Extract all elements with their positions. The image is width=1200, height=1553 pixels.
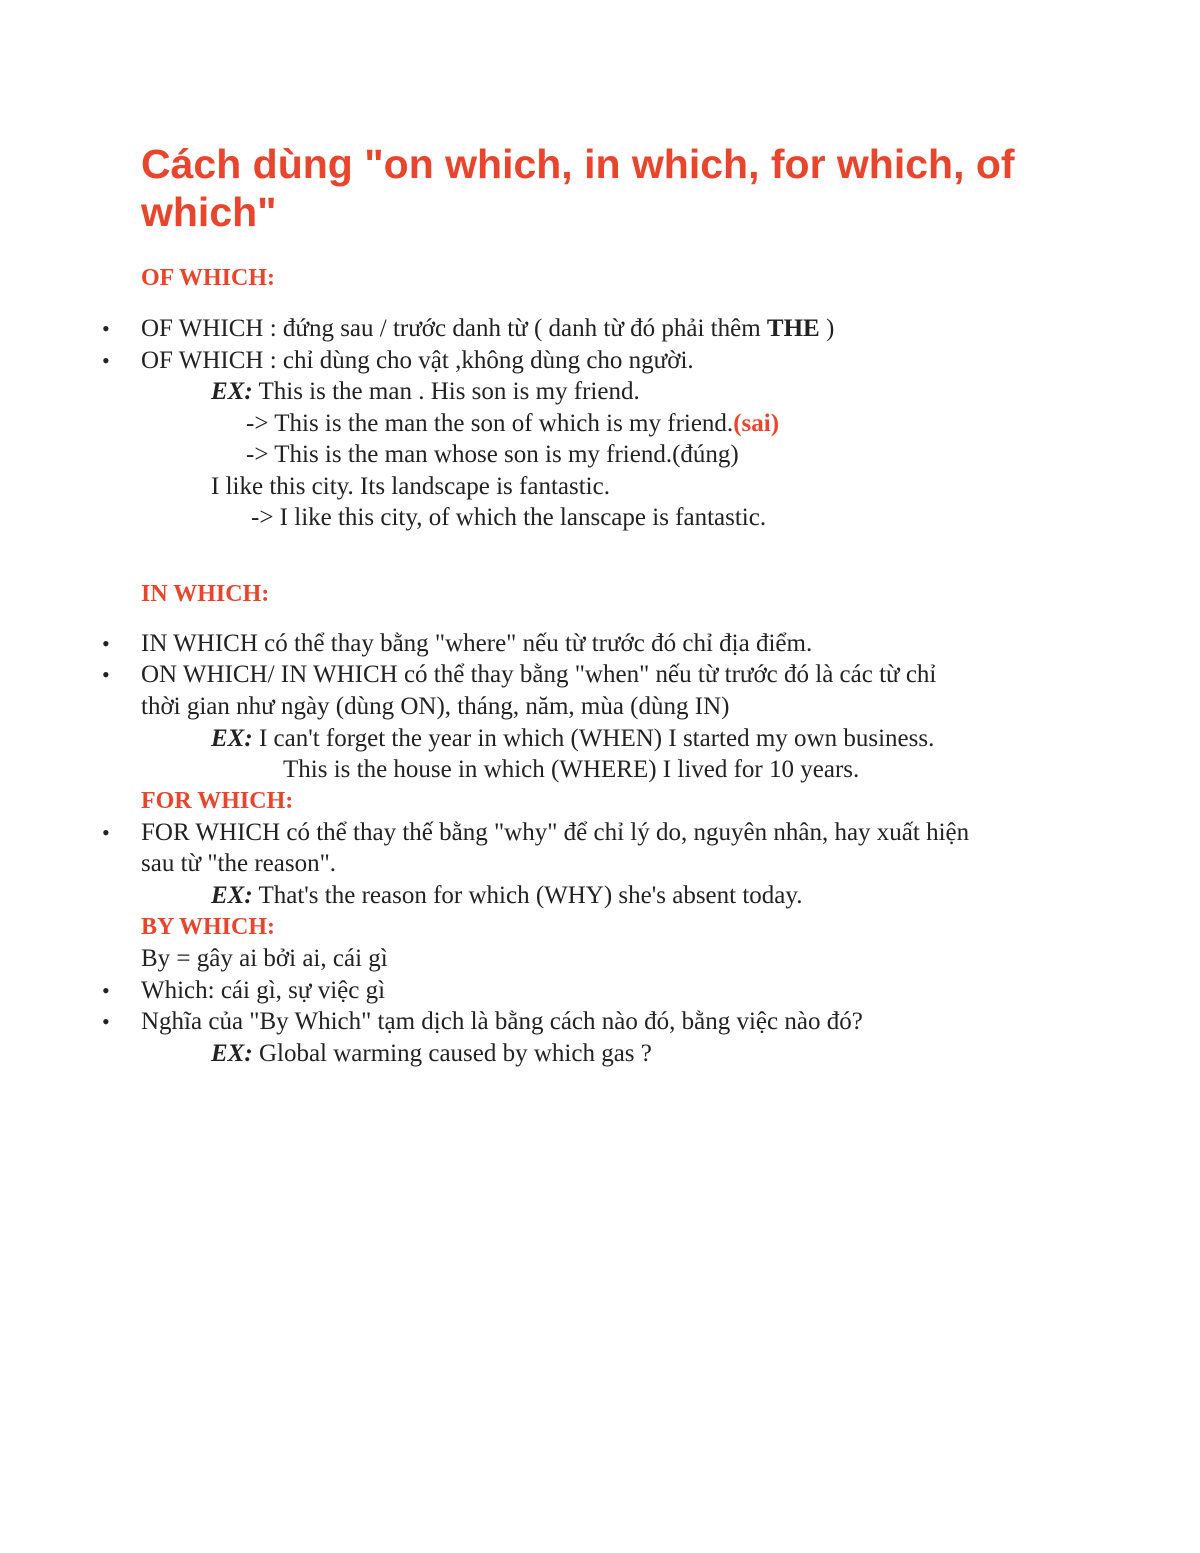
section-heading-in-which: IN WHICH:	[141, 581, 270, 607]
section-heading-by-which: BY WHICH:	[141, 914, 276, 940]
example-line: EX: I can't forget the year in which (WHEN) I started my own business.	[211, 725, 935, 752]
bullet-dot: •	[102, 820, 110, 845]
list-item-continuation: sau từ "the reason".	[141, 850, 337, 877]
bullet-dot: •	[102, 348, 110, 373]
list-item: Nghĩa của "By Which" tạm dịch là bằng cách nào đó, bằng việc nào đó?	[141, 1008, 863, 1035]
list-item-continuation: thời gian như ngày (dùng ON), tháng, năm, mùa (dùng IN)	[141, 693, 730, 720]
example-label: EX:	[211, 378, 253, 405]
section-heading-of-which: OF WHICH:	[141, 265, 276, 291]
bullet-dot: •	[102, 316, 110, 341]
example-line: EX: This is the man . His son is my friend.	[211, 378, 640, 405]
list-item: OF WHICH : đứng sau / trước danh từ ( danh từ đó phải thêm THE )	[141, 315, 835, 342]
text-line: By = gây ai bởi ai, cái gì	[141, 945, 388, 972]
example-label: EX:	[211, 1040, 253, 1067]
bold-keyword: THE	[766, 315, 820, 342]
example-line: -> This is the man the son of which is my friend.(sai)	[246, 410, 780, 437]
example-line: EX: Global warming caused by which gas ?	[211, 1040, 652, 1067]
bullet-dot: •	[102, 662, 110, 687]
list-item: FOR WHICH có thể thay thế bằng "why" để chỉ lý do, nguyên nhân, hay xuất hiện	[141, 819, 970, 846]
list-item: Which: cái gì, sự việc gì	[141, 977, 386, 1004]
example-label: EX:	[211, 882, 253, 909]
example-line: I like this city. Its landscape is fantastic.	[211, 473, 610, 500]
example-line: -> I like this city, of which the lanscape is fantastic.	[251, 504, 767, 531]
example-label: EX:	[211, 725, 253, 752]
wrong-tag: (sai)	[733, 410, 780, 437]
example-line: EX: That's the reason for which (WHY) she's absent today.	[211, 882, 803, 909]
list-item: IN WHICH có thể thay bằng "where" nếu từ trước đó chỉ địa điểm.	[141, 630, 813, 657]
bullet-dot: •	[102, 631, 110, 656]
example-line: This is the house in which (WHERE) I lived for 10 years.	[283, 756, 860, 783]
bullet-dot: •	[102, 978, 110, 1003]
bullet-dot: •	[102, 1009, 110, 1034]
page-title: Cách dùng "on which, in which, for which, of which"	[141, 141, 1015, 235]
section-heading-for-which: FOR WHICH:	[141, 788, 294, 814]
list-item: ON WHICH/ IN WHICH có thể thay bằng "when" nếu từ trước đó là các từ chỉ	[141, 661, 937, 688]
example-line: -> This is the man whose son is my friend.(đúng)	[246, 441, 739, 468]
list-item: OF WHICH : chỉ dùng cho vật ,không dùng cho người.	[141, 347, 694, 374]
